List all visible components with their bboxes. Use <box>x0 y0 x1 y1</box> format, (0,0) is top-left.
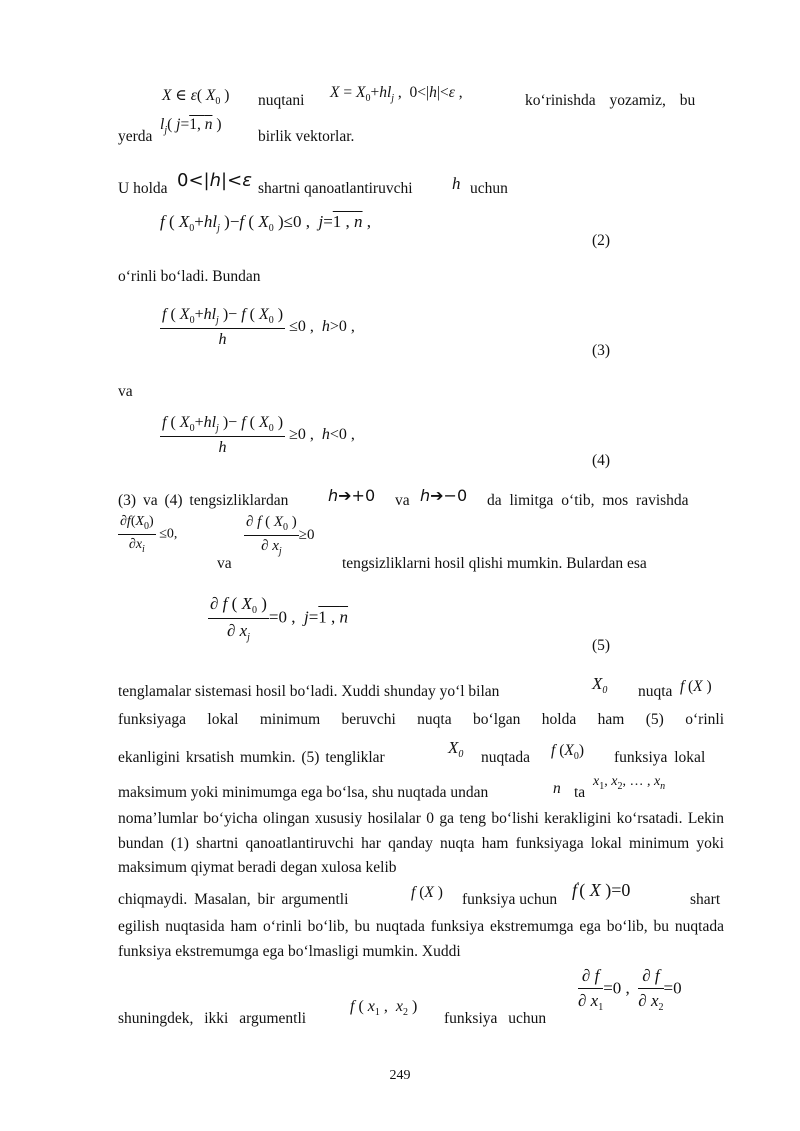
math-fx-a-arg: (X ) <box>688 678 712 695</box>
p2-word-uholda: U holda <box>118 180 168 197</box>
p6-line4-a: maksimum yoki minimumga ega bo‘lsa, shu nuqtada undan <box>118 784 489 801</box>
p6-word-nuqta: nuqta <box>638 683 673 700</box>
p5-word-limitga: da limitga o‘tib, mos ravishda <box>487 492 689 509</box>
p5-word-va-2: va <box>217 555 232 572</box>
equation-5: $\frac{\partial f ( X_0 )}{\partial x_j}$ =0 , j=1 , n <box>210 594 349 643</box>
equation-4: $\frac{f ( X_0+hl_j )- f ( X_0 )}{h}$ ≥0 , h<0 , <box>162 414 355 456</box>
equation-number-4: (4) <box>592 452 611 469</box>
p2-word-uchun: uchun <box>470 180 508 197</box>
p6-line1-a: tenglamalar sistemasi hosil bo‘ladi. Xuddi shunday yo‘l bilan <box>118 683 500 700</box>
equation-number-5: (5) <box>592 637 611 654</box>
math-partial-le: $\frac{\partial f(X_0)}{\partial x_i}$ ≤0, <box>120 514 178 555</box>
line-1: X ∈ ε( $X_0$ ) <box>162 87 230 107</box>
math-x-in-eps: X <box>162 87 172 104</box>
math-n: n <box>553 780 561 797</box>
math-partials-zero: $\frac{\partial f}{\partial x_1}$ =0 , $\frac{\partial f}{\partial x_2}$ =0 <box>578 966 682 1013</box>
p5-word-tengsizliklarni: tengsizliklarni hosil qlishi mumkin. Bulardan esa <box>342 555 647 572</box>
p1-word-nuqtani: nuqtani <box>258 92 305 109</box>
math-partial-ge: $\frac{\partial f ( X_0 )}{\partial x_j}$ ≥0 <box>246 514 315 557</box>
math-cond: 0<|h|<ε <box>177 170 252 191</box>
p6-word-funksiya-lokal: funksiya lokal <box>614 749 706 766</box>
p6-line3-a: ekanligini krsatish mumkin. (5) tengliklar <box>118 749 385 766</box>
math-x-eq: $X = X_0+hl_j$ , 0<|h|<ε , <box>330 84 463 104</box>
p6-word-shart: shart <box>690 891 721 908</box>
math-fX-b: f (X ) <box>411 884 443 901</box>
math-x0-a: $X_0$ <box>592 674 608 696</box>
p6-line-shuningdek: shuningdek, ikki argumentli <box>118 1010 307 1027</box>
p6-body: noma’lumlar bo‘yicha olingan xususiy hosilalar 0 ga teng bo‘lishi kerakligini ko‘rsatadi. Lekin bundan (1) shartni qanoatlantiruvchi har qanday nuqta ham funksiyaga lokal minimum yoki maksimum qiymat beradi degan xulosa kelib <box>118 810 724 876</box>
math-h-to-plus0: h➔+0 <box>328 486 376 505</box>
p5-word-tengsizliklardan: (3) va (4) tengsizliklardan <box>118 492 289 509</box>
p1-word-birlik: birlik vektorlar. <box>258 128 355 145</box>
equation-2: f ( $X_0+hl_j$ )−f ( $X_0$ )≤0 , j=1 , n , <box>160 212 372 234</box>
p2-word-shartni: shartni qanoatlantiruvchi <box>258 180 413 197</box>
p6-word-ta: ta <box>574 784 586 801</box>
p6-body-2: egilish nuqtasida ham o‘rinli bo‘lib, bu nuqtada funksiya ekstremumga ega bo‘lib, bu nuqtada funksiya ekstremumga ega bo‘lmasligi mumkin. Xuddi <box>118 918 724 960</box>
math-x-list: $x_1$, $x_2$, … , $x_n$ <box>593 774 666 792</box>
p6-word-funksiya-uchun-2: funksiya uchun <box>444 1010 547 1027</box>
math-h-to-minus0: h➔−0 <box>420 486 468 505</box>
math-lj: $l_j$( j=1, n ) <box>160 116 222 136</box>
math-fx1x2: f ( $x_1$ , $x_2$ ) <box>350 998 418 1018</box>
p1-word-korinishda: ko‘rinishda yozamiz, bu <box>525 92 696 109</box>
math-h: h <box>452 174 461 193</box>
math-fprime: f′( X )=0 <box>572 880 631 900</box>
equation-number-2: (2) <box>592 232 611 249</box>
equation-3: $\frac{f ( X_0+hl_j )- f ( X_0 )}{h}$ ≤0 , h>0 , <box>162 306 355 348</box>
p1-word-yerda: yerda <box>118 128 153 145</box>
p6-line-chiqmaydi: chiqmaydi. Masalan, bir argumentli <box>118 891 349 908</box>
page-number: 249 <box>389 1068 411 1083</box>
equation-number-3: (3) <box>592 342 611 359</box>
math-fx0: f $(X_0)$ <box>551 742 584 762</box>
math-x0-b: $X_0$ <box>448 738 464 760</box>
math-fx-a: f <box>680 678 685 695</box>
p4-text: va <box>118 383 133 400</box>
p6-word-funksiya-uchun: funksiya uchun <box>462 891 558 908</box>
p6-line2: funksiyaga lokal minimum beruvchi nuqta bo‘lgan holda ham (5) o‘rinli <box>118 711 724 728</box>
p3-text: o‘rinli bo‘ladi. Bundan <box>118 268 261 285</box>
p6-word-nuqtada: nuqtada <box>481 749 531 766</box>
p5-word-va-1: va <box>395 492 410 509</box>
